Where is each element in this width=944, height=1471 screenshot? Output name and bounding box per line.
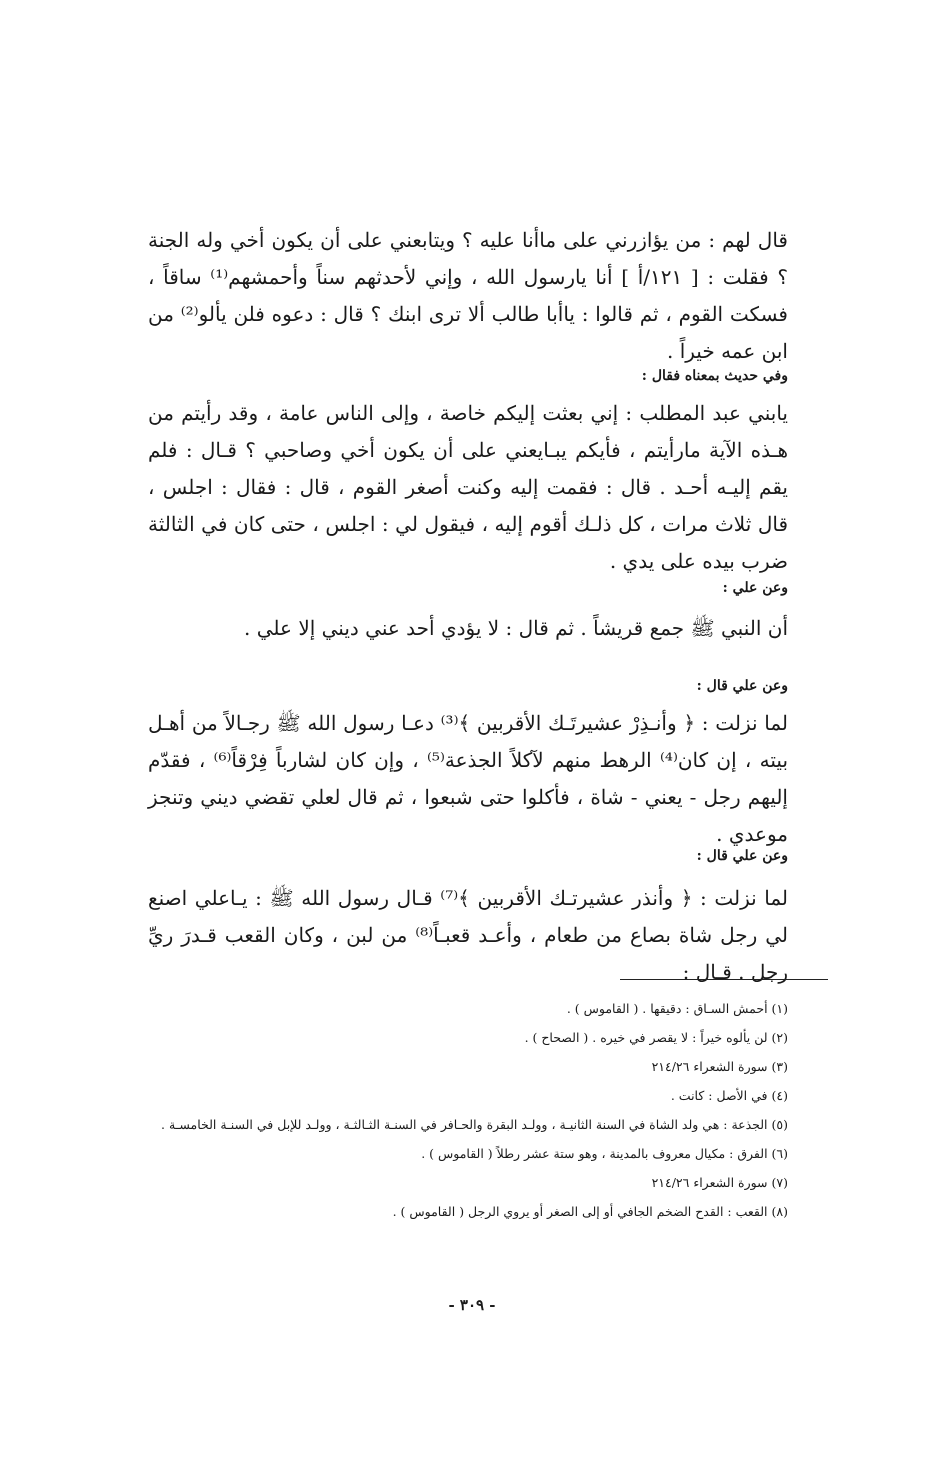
footnote-separator [620,979,828,980]
paragraph-3: أن النبي ﷺ جمع قريشاً . ثم قال : لا يؤدي أحد عني ديني إلا علي . [244,616,788,640]
paragraph-5-block [148,880,788,991]
footnote-1: (١) أحمش السـاق : دقيقها . ( القاموس ) . [566,1001,788,1016]
paragraph-1: قال لهم : من يؤازرني على ماأنا عليه ؟ ويتابعني على أن يكون أخي وله الجنة ؟ فقلت : [ ١٢١/أ ] أنا يارسول الله ، وإني لأحدثهم سناً وأحمشهم⁽¹⁾ ساقاً ، فسكت القوم ، ثم قالوا : ياأبا طالب ألا ترى ابنك ؟ قال : دعوه فلن يألو⁽²⁾ من ابن عمه خيراً . [148,228,789,363]
footnote-5: (٥) الجذعة : هي ولد الشاة في السنة الثانيـة ، وولـد البقرة والحـافر في السنـة الثـالثـة ، وولـد للإبل في السنـة الخامسـة . [161,1117,788,1132]
section-heading-2: وعن علي : [722,580,788,596]
heading-4-block [148,846,788,866]
paragraph-4-block [148,705,788,853]
paragraph-2-block [148,395,788,580]
footnote-4: (٤) في الأصل : كانت . [670,1088,788,1103]
section-heading-4: وعن علي قال : [696,848,788,864]
footnote-3: (٣) سورة الشعراء ٢١٤/٢٦ [651,1059,788,1074]
paragraph-3-block [148,610,788,647]
paragraph-2: يابني عبد المطلب : إني بعثت إليكم خاصة ، وإلى الناس عامة ، وقد رأيتم من هـذه الآية مارأيتم ، فأيكم يبـايعني على أن يكون أخي وصاحبي ؟ قـال : فلم يقم إليـه أحـد . قال : فقمت إليه وكنت أصغر القوم ، قال : فقال : اجلس ، قال ثلاث مرات ، كل ذلـك أقوم إليه ، فيقول لي : اجلس ، حتى كان في الثالثة ضرب بيده على يدي . [148,401,789,573]
footnote-7: (٧) سورة الشعراء ٢١٤/٢٦ [651,1175,788,1190]
section-heading-1: وفي حديث بمعناه فقال : [641,368,788,384]
page-number: - ٣٠٩ - [448,1296,496,1314]
section-heading-3: وعن علي قال : [696,678,788,694]
heading-2-block [148,578,788,598]
paragraph-5: لما نزلت : ﴿ وأنذر عشيرتـك الأقربين ﴾⁽⁷⁾ قـال رسول الله ﷺ : يـاعلي اصنع لي رجل شاة بصاع من طعام ، وأعـد قعبـاً⁽⁸⁾ من لبن ، وكان القعب قـدرَ ريِّ رجل . قـال : [148,886,789,984]
heading-1-block [148,366,788,386]
footnote-8: (٨) القعب : القدح الضخم الجافي أو إلى الصغر أو يروي الرجل ( القاموس ) . [392,1204,788,1219]
paragraph-1-block [148,222,788,370]
footnote-2: (٢) لن يألوه خيراً : لا يقصر في خيره . ( الصحاح ) . [524,1030,788,1045]
footnote-6: (٦) الفرق : مكيال معروف بالمدينة ، وهو ستة عشر رطلاً ( القاموس ) . [421,1146,788,1161]
paragraph-4: لما نزلت : ﴿ وأنـذِرْ عشيرتَـك الأقربين ﴾⁽³⁾ دعـا رسول الله ﷺ رجـالاً من أهـل بيته ، إن كان⁽⁴⁾ الرهط منهم لآكلاً الجذعة⁽⁵⁾ ، وإن كان لشارباً فِرْقاً⁽⁶⁾ ، فقدّم إليهم رجل - يعني - شاة ، فأكلوا حتى شبعوا ، ثم قال لعلي تقضي ديني وتنجز موعدي . [148,711,789,846]
heading-3-block [148,676,788,696]
footnotes [148,994,788,1226]
